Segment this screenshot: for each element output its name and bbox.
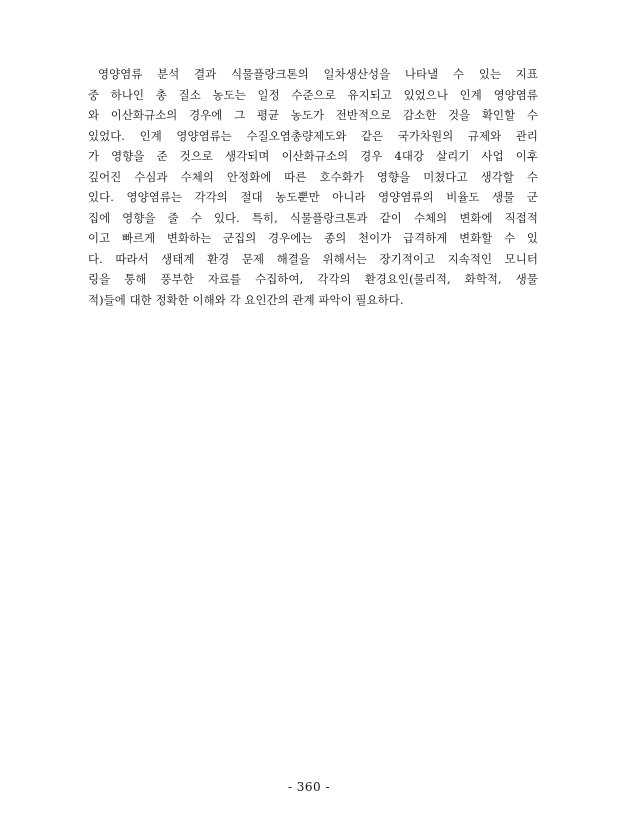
paragraph-line: 와 이산화규소의 경우에 그 평균 농도가 전반적으로 감소한 것을 확인할 수	[88, 108, 538, 122]
paragraph-line: 가 영향을 준 것으로 생각되며 이산화규소의 경우 4대강 살리기 사업 이후	[88, 149, 538, 163]
paragraph-line: 링을 통해 풍부한 자료를 수집하여, 각각의 환경요인(물리적, 화학적, 생물	[88, 272, 538, 286]
paragraph-line: 있다. 영양염류는 각각의 절대 농도뿐만 아니라 영양염류의 비율도 생물 군	[88, 190, 538, 204]
body-paragraph	[88, 64, 538, 310]
paragraph-line: 다. 따라서 생태계 환경 문제 해결을 위해서는 장기적이고 지속적인 모니터	[88, 251, 538, 266]
paragraph-line: 적)들에 대한 정확한 이해와 각 요인간의 관계 파악이 필요하다.	[88, 292, 404, 307]
paragraph-line: 있었다. 인계 영양염류는 수질오염총량제도와 같은 국가차원의 규제와 관리	[88, 128, 538, 143]
paragraph-line: 집에 영향을 줄 수 있다. 특히, 식물플랑크톤과 같이 수체의 변화에 직접적	[88, 210, 538, 225]
paragraph-line: 깊어진 수심과 수체의 안정화에 따른 호수화가 영향을 미쳤다고 생각할 수	[88, 169, 538, 184]
paragraph-line: 영양염류 분석 결과 식물플랑크톤의 일차생산성을 나타낼 수 있는 지표	[98, 67, 538, 81]
page-number: - 360 -	[287, 780, 331, 794]
paragraph-line: 중 하나인 총 질소 농도는 일정 수준으로 유지되고 있었으나 인계 영양염류	[88, 87, 538, 102]
paragraph-line: 이고 빠르게 변화하는 군집의 경우에는 종의 천이가 급격하게 변화할 수 있	[88, 231, 538, 245]
